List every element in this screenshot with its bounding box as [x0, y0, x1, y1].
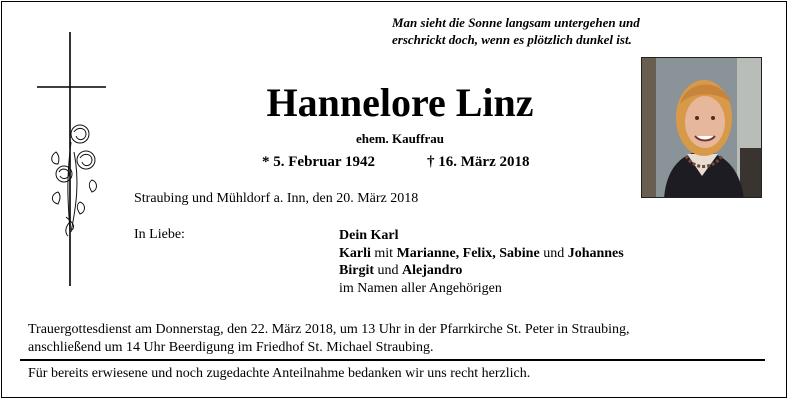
service-line-1: Trauergottesdienst am Donnerstag, den 22. März 2018, um 13 Uhr in der Pfarrkirche St. Peter in Straubing,: [28, 322, 630, 337]
quote-line-1: Man sieht die Sonne langsam untergehen und: [392, 15, 640, 30]
mourner-name: Karli: [339, 245, 371, 261]
mourner-name: Alejandro: [402, 263, 463, 278]
in-love-label: In Liebe:: [134, 227, 185, 242]
mourner-names: Marianne, Felix, Sabine: [396, 245, 540, 261]
service-line-2: anschließend um 14 Uhr Beerdigung im Friedhof St. Michael Straubing.: [28, 340, 434, 355]
mourner-name: Birgit: [339, 263, 374, 278]
birth-date: * 5. Februar 1942: [262, 154, 376, 170]
deceased-occupation: ehem. Kauffrau: [355, 131, 445, 146]
mourner-line-1: [339, 227, 624, 245]
place-and-date: Straubing und Mühldorf a. Inn, den 20. März 2018: [134, 191, 419, 206]
mourner-line-2: [339, 245, 624, 263]
connector-text: mit: [374, 245, 394, 261]
connector-text: und: [377, 263, 399, 278]
deceased-name: Hannelore Linz: [266, 80, 534, 125]
mourner-line-4: im Namen aller Angehörigen: [339, 280, 502, 296]
funeral-service-info: [28, 321, 630, 357]
death-date: † 16. März 2018: [427, 154, 530, 170]
mourner-line-3: [339, 262, 624, 280]
connector-text: und: [543, 245, 565, 261]
mourner-name: Johannes: [567, 245, 624, 261]
mourner-name: Dein Karl: [339, 228, 399, 243]
quote: [392, 14, 692, 48]
divider: [20, 359, 765, 361]
portrait-photo: [641, 57, 762, 198]
thanks-note: Für bereits erwiesene und noch zugedachte Anteilnahme bedanken wir uns recht herzlich.: [28, 366, 531, 381]
quote-line-2: erschrickt doch, wenn es plötzlich dunkel ist.: [392, 32, 632, 47]
mourners-list: [339, 227, 624, 297]
cross-with-roses-icon: [36, 32, 108, 288]
